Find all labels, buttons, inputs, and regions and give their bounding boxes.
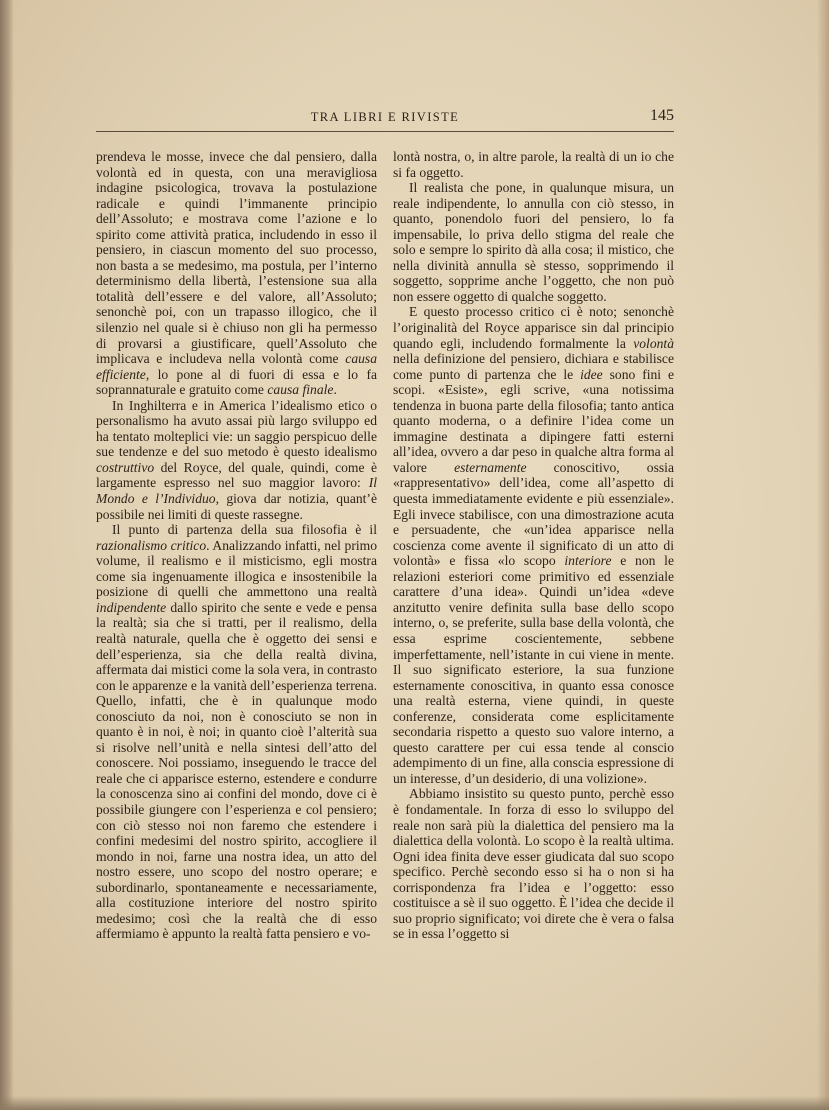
- paragraph: [96, 522, 377, 942]
- paragraph: [393, 180, 674, 304]
- paragraph: [96, 398, 377, 522]
- text-run: prendeva le mosse, invece che dal pensiero, dalla volontà ed in questa, con una meravigliosa indagine psicologica, trovava la postulazione radicale e quindi l’immanente principio dell’Assoluto; e mostrava come l’azione e lo spirito come attività pratica, includendo in esso il pensiero, in ciascun momento del suo processo, non basta a se medesimo, ma postula, per l’interno determinismo della libertà, l’estensione sua alla totalità dell’essere e del valore, all’Assoluto; senonchè poi, con un trapasso illogico, che il silenzio nel quale si è chiuso non gli ha permesso di provarsi a giustificare, quell’Assoluto che implicava e includeva nella volontà come: [96, 149, 377, 367]
- italic-text: costruttivo: [96, 459, 155, 475]
- paragraph: [393, 304, 674, 786]
- text-run: Il realista che pone, in qualunque misura, un reale indipendente, lo annulla con ciò stesso, in quanto, ponendolo fuori del pensiero, lo fa impensabile, lo priva dello stigma del reale che solo e sempre lo spirito dà alla cosa; il mistico, che nella divinità annulla sè stesso, sopprimendo il soggetto, sopprime anche l’oggetto, che non può non essere oggetto di qualche soggetto.: [393, 180, 674, 304]
- text-run: Il punto di partenza della sua filosofia è il: [112, 522, 377, 538]
- italic-text: idee: [580, 366, 603, 382]
- text-run: del Royce, del quale, quindi, come è largamente espresso nel suo maggior lavoro:: [96, 459, 377, 491]
- text-run: e non le relazioni esteriori come primitivo ed essenziale carattere d’una idea». Quindi un’idea «deve anzitutto venire definita sulla base dello scopo interno, o, se preferite, sulla base della volontà, che essa esprime coscientemente, sebbene imperfettamente, nell’istante in cui viene in mente. Il suo significato esteriore, la sua funzione esternamente conoscitiva, in quanto essa conosce una realtà esterna, viene quindi, in queste conferenze, considerata come esplicitamente secondaria rispetto a questo suo valore interno, a questo carattere per cui essa tende al conscio adempimento di un fine, alla conscia espressione di un interesse, d’un desiderio, di una volizione».: [393, 553, 674, 786]
- text-run: , lo pone al di fuori di essa e lo fa soprannaturale e gratuito come: [96, 366, 377, 398]
- running-title: TRA LIBRI E RIVISTE: [310, 110, 460, 124]
- text-column-right: [393, 149, 674, 942]
- page-right-edge: [817, 0, 829, 1110]
- paragraph: [393, 786, 674, 941]
- page-header: [96, 107, 674, 132]
- text-run: Abbiamo insistito su questo punto, perchè esso è fondamentale. In forza di esso lo sviluppo del reale non sarà più la dialettica del pensiero ma la dialettica della volontà. Lo scopo è la realtà ultima. Ogni idea finita deve esser giudicata dal suo scopo specifico. Perchè secondo esso si ha o non si ha corrispondenza fra l’idea e l’oggetto: esso costituisce a sè il suo oggetto. È l’idea che decide il suo proprio significato; voi direte che è vera o falsa se in essa l’oggetto si: [393, 786, 674, 942]
- text-run: In Inghilterra e in America l’idealismo etico o personalismo ha avuto assai più largo sviluppo ed ha tentato molteplici vie: un saggio perspicuo delle sue tendenze e del suo metodo è questo idealismo: [96, 397, 377, 460]
- paragraph: [96, 149, 377, 398]
- italic-text: volontà: [633, 335, 674, 351]
- text-run: E questo processo critico ci è noto; senonchè l’originalità del Royce apparisce sin dal principio quando egli, includendo formalmente la: [393, 304, 674, 351]
- italic-text: interiore: [564, 553, 612, 569]
- text-column-left: [96, 149, 377, 942]
- text-run: . Analizzando infatti, nel primo volume, il realismo e il misticismo, egli mostra come sia ingenuamente illogica e insostenibile la posizione di quelli che ammettono una realtà: [96, 537, 377, 600]
- page-number: 145: [650, 107, 674, 124]
- text-run: sono fini e scopi. «Esiste», egli scrive, «una notissima tendenza in buona parte della filosofia; tanto antica quanto moderna, o a definire l’idea come un immagine destinata a dipingere fatti esterni all’idea, ovvero a dar peso in qualche altra forma al valore: [393, 366, 674, 475]
- text-run: conoscitivo, ossia «rappresentativo» dell’idea, come all’aspetto di questa immediatamente evidente e più essenziale». Egli invece stabilisce, con una dimostrazione acuta e persuadente, che «un’idea apparisce nella coscienza come avente il significato di un atto di volontà» e fissa «lo scopo: [393, 459, 674, 569]
- italic-text: razionalismo critico: [96, 537, 207, 553]
- text-run: dallo spirito che sente e vede e pensa la realtà; sia che si tratti, per il realismo, della realtà naturale, quella che è oggetto dei sensi e dell’esperienza, sia che della realtà divina, affermata dai mistici come la sola vera, in contrasto con le apparenze e la vanità dell’esperienza terrena. Quello, infatti, che è in qualunque modo conosciuto da noi, non è conosciuto se non in quanto è in noi, è noi; in quanto cioè l’alterità sua si risolve nell’unità e nella sintesi dell’atto del conoscere. Noi possiamo, inseguendo le tracce del reale che ci apparisce esterno, estendere e condurre la conoscenza sino ai confini del mondo, dove ci è possibile giungere con l’esperienza e col pensiero; con ciò stesso noi non faremo che estendere i confini medesimi del nostro spirito, accogliere il mondo in noi, farne una nostra idea, un atto del nostro essere, uno scopo del nostro operare; e subordinarlo, spontaneamente e necessariamente, alla costituzione interiore del nostro spirito medesimo; così che la realtà che di esso affermiamo è appunto la realtà fatta pensiero e vo-: [96, 599, 377, 942]
- italic-text: indipendente: [96, 599, 167, 615]
- italic-text: causa efficiente: [96, 351, 377, 382]
- paragraph: [393, 149, 674, 180]
- page-bottom-edge: [0, 1096, 829, 1110]
- text-run: , giova dar notizia, quant’è possibile nei limiti di queste rassegne.: [96, 491, 377, 522]
- page-left-shadow: [0, 0, 14, 1110]
- italic-text: esternamente: [454, 459, 527, 475]
- text-run: lontà nostra, o, in altre parole, la realtà di un io che si fa oggetto.: [393, 149, 674, 180]
- text-run: .: [333, 382, 337, 398]
- italic-text: Il Mondo e l’Individuo: [96, 475, 377, 507]
- italic-text: causa finale: [267, 382, 334, 398]
- text-run: nella definizione del pensiero, dichiara e stabilisce come punto di partenza che le: [393, 351, 674, 382]
